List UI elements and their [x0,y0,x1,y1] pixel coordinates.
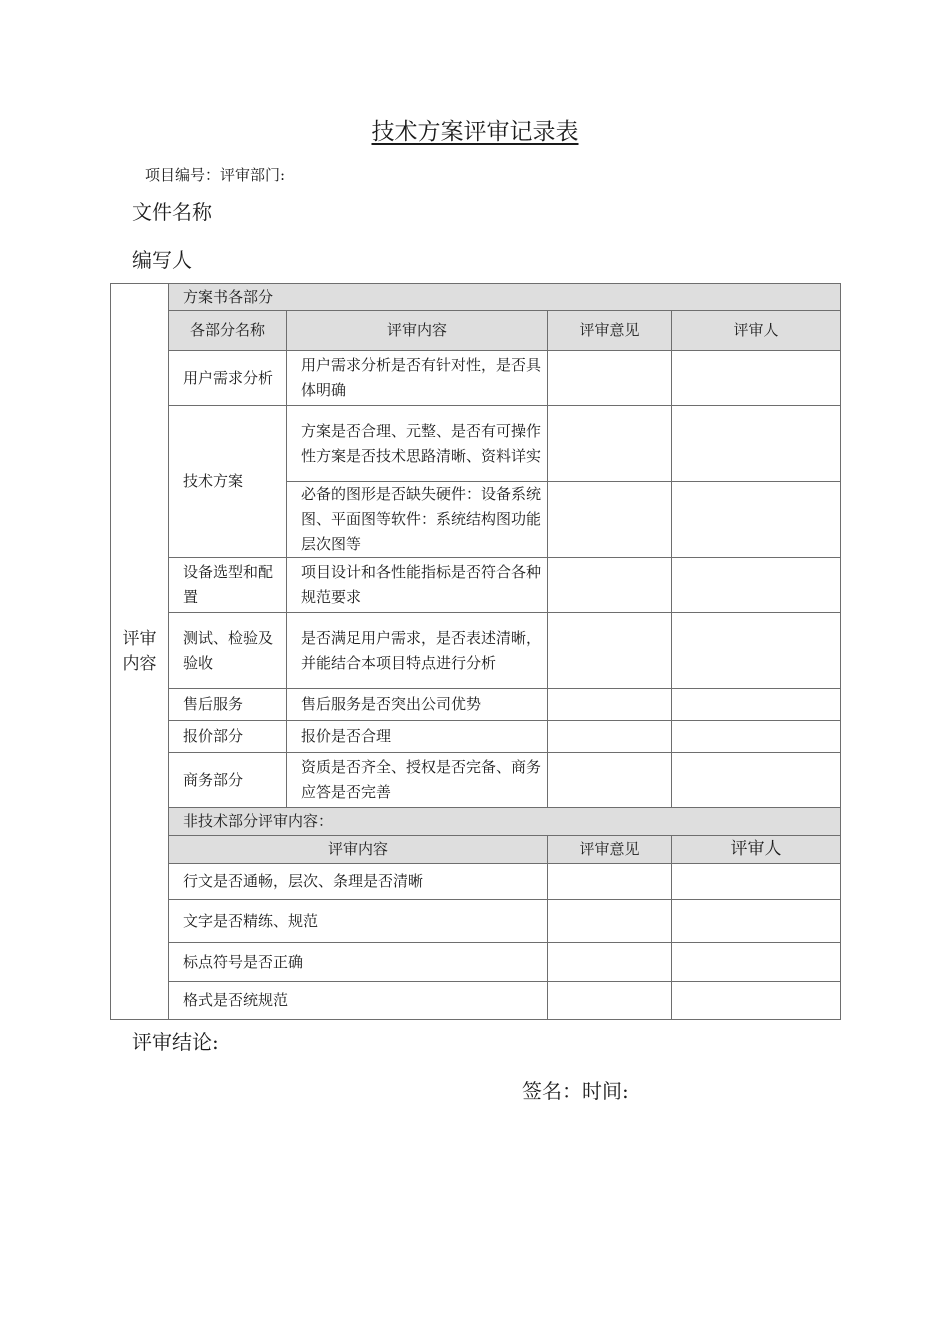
reviewer-cell[interactable] [672,558,841,613]
review-content-cell: 用户需求分析是否有针对性，是否具体明确 [287,351,548,406]
review-opinion-cell[interactable] [548,753,672,808]
review-content-cell: 报价是否合理 [287,721,548,753]
table-row [111,406,841,482]
table-row [111,721,841,753]
table-row [111,943,841,982]
review-content-cell: 必备的图形是否缺失硬件：设备系统图、平面图等软件：系统结构图功能层次图等 [287,482,548,558]
review-opinion-cell[interactable] [548,721,672,753]
header2-review-content: 评审内容 [169,836,548,864]
reviewer-cell[interactable] [672,753,841,808]
header-review-opinion: 评审意见 [548,311,672,351]
review-opinion-cell[interactable] [548,482,672,558]
review-table [110,283,841,1020]
part-name-cell: 报价部分 [169,721,287,753]
part-name-cell: 测试、检验及验收 [169,613,287,689]
reviewer-cell[interactable] [672,943,841,982]
reviewer-cell[interactable] [672,613,841,689]
review-opinion-cell[interactable] [548,982,672,1020]
review-content-cell: 行文是否通畅，层次、条理是否清晰 [169,864,548,900]
review-opinion-cell[interactable] [548,406,672,482]
table-row [111,864,841,900]
review-content-cell: 方案是否合理、元整、是否有可操作性方案是否技术思路清晰、资料详实 [287,406,548,482]
side-label-line-1: 评审 [122,628,157,649]
conclusion-label: 评审结论: [132,1030,219,1054]
title-text: 技术方案评审记录表 [371,119,579,145]
table-row [111,900,841,943]
reviewer-cell[interactable] [672,900,841,943]
section-title-non-technical: 非技术部分评审内容： [169,808,841,836]
header-review-content: 评审内容 [287,311,548,351]
header-part-name: 各部分名称 [169,311,287,351]
part-name-cell: 设备选型和配置 [169,558,287,613]
review-opinion-cell[interactable] [548,943,672,982]
reviewer-cell[interactable] [672,982,841,1020]
reviewer-cell[interactable] [672,721,841,753]
review-content-cell: 文字是否精练、规范 [169,900,548,943]
header-reviewer: 评审人 [672,311,841,351]
table-row [111,753,841,808]
side-label-line-2: 内容 [122,653,157,674]
reviewer-cell[interactable] [672,406,841,482]
section-title-proposal: 方案书各部分 [169,284,841,311]
page-title [0,113,950,146]
reviewer-cell[interactable] [672,689,841,721]
table-row [111,351,841,406]
part-name-cell: 技术方案 [169,406,287,558]
review-content-cell: 格式是否统规范 [169,982,548,1020]
review-opinion-cell[interactable] [548,900,672,943]
header2-reviewer: 评审人 [672,836,841,864]
part-name-cell: 用户需求分析 [169,351,287,406]
table-row [111,613,841,689]
table-row [111,558,841,613]
review-content-cell: 售后服务是否突出公司优势 [287,689,548,721]
review-opinion-cell[interactable] [548,864,672,900]
signature-time-label: 签名：时间: [522,1079,629,1103]
review-content-side-label [111,284,169,1020]
file-name-label: 文件名称 [132,200,212,224]
review-content-cell: 资质是否齐全、授权是否完备、商务应答是否完善 [287,753,548,808]
part-name-cell: 售后服务 [169,689,287,721]
review-opinion-cell[interactable] [548,689,672,721]
meta-line: 项目编号：评审部门: [145,166,286,184]
review-content-cell: 标点符号是否正确 [169,943,548,982]
review-content-cell: 项目设计和各性能指标是否符合各种规范要求 [287,558,548,613]
review-opinion-cell[interactable] [548,351,672,406]
author-label: 编写人 [132,248,192,272]
review-opinion-cell[interactable] [548,558,672,613]
reviewer-cell[interactable] [672,482,841,558]
table-row [111,689,841,721]
reviewer-cell[interactable] [672,351,841,406]
table-row [111,982,841,1020]
header2-review-opinion: 评审意见 [548,836,672,864]
part-name-cell: 商务部分 [169,753,287,808]
review-opinion-cell[interactable] [548,613,672,689]
reviewer-cell[interactable] [672,864,841,900]
review-content-cell: 是否满足用户需求，是否表述清晰，并能结合本项目特点进行分析 [287,613,548,689]
